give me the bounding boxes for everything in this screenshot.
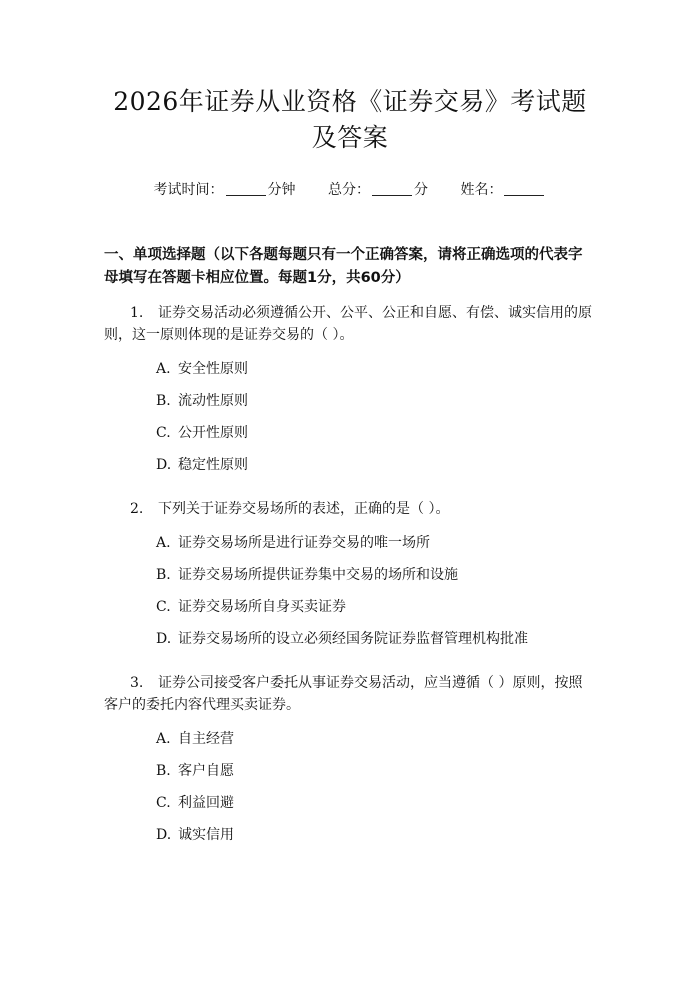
option-text: 客户自愿 xyxy=(178,763,234,779)
option-letter: A. xyxy=(156,535,171,551)
question-text: 证券交易活动必须遵循公开、公平、公正和自愿、有偿、诚实信用的原则，这一原则体现的是证券交易的（ ）。 xyxy=(104,305,592,343)
exam-meta xyxy=(104,180,596,200)
option-letter: A. xyxy=(156,731,171,747)
exam-time-unit: 分钟 xyxy=(267,182,296,198)
question-2-options xyxy=(156,532,596,660)
total-score-blank xyxy=(372,181,412,196)
total-score-label: 总分： xyxy=(328,182,370,198)
option-letter: C. xyxy=(156,599,171,615)
option-letter: D. xyxy=(156,457,172,473)
page-title: 2026年证券从业资格《证券交易》考试题及答案 xyxy=(113,87,587,152)
exam-time xyxy=(154,182,300,198)
student-name-blank xyxy=(504,181,544,196)
option-text: 公开性原则 xyxy=(178,425,248,441)
question-3 xyxy=(104,672,596,716)
option-text: 证券交易场所提供证券集中交易的场所和设施 xyxy=(178,567,458,583)
exam-time-label: 考试时间： xyxy=(153,182,224,198)
option-letter: D. xyxy=(156,631,172,647)
question-number: 1. xyxy=(130,305,144,321)
total-score xyxy=(328,182,432,198)
question-2 xyxy=(104,498,596,520)
student-name-label: 姓名： xyxy=(460,182,503,198)
question-number: 3. xyxy=(130,675,144,691)
section-heading: 一、单项选择题（以下各题每题只有一个正确答案，请将正确选项的代表字母填写在答题卡相应位置。每题1分，共60分） xyxy=(104,247,583,286)
question-1 xyxy=(104,302,596,346)
option-a xyxy=(156,532,596,564)
total-score-unit: 分 xyxy=(414,182,428,198)
question-text: 证券公司接受客户委托从事证券交易活动，应当遵循（ ）原则，按照客户的委托内容代理买卖证券。 xyxy=(104,675,583,713)
option-letter: B. xyxy=(156,763,171,779)
option-c xyxy=(156,792,596,824)
option-text: 证券交易场所的设立必须经国务院证券监督管理机构批准 xyxy=(178,631,528,647)
option-letter: C. xyxy=(156,795,171,811)
option-text: 稳定性原则 xyxy=(178,457,248,473)
option-a xyxy=(156,358,596,390)
option-text: 流动性原则 xyxy=(178,393,248,409)
option-letter: B. xyxy=(156,567,171,583)
option-text: 证券交易场所是进行证券交易的唯一场所 xyxy=(178,535,430,551)
document-page xyxy=(0,84,700,989)
option-d xyxy=(156,628,596,660)
option-text: 诚实信用 xyxy=(178,827,234,843)
option-c xyxy=(156,596,596,628)
option-b xyxy=(156,760,596,792)
option-letter: C. xyxy=(156,425,171,441)
exam-time-blank xyxy=(226,181,266,196)
question-text: 下列关于证券交易场所的表述，正确的是（ ）。 xyxy=(158,501,450,517)
question-1-options xyxy=(156,358,596,486)
option-letter: D. xyxy=(156,827,172,843)
option-d xyxy=(156,454,596,486)
option-text: 证券交易场所自身买卖证券 xyxy=(178,599,346,615)
student-name xyxy=(460,182,546,198)
option-letter: A. xyxy=(156,361,171,377)
option-letter: B. xyxy=(156,393,171,409)
option-d xyxy=(156,824,596,856)
option-b xyxy=(156,390,596,422)
option-c xyxy=(156,422,596,454)
option-b xyxy=(156,564,596,596)
option-text: 利益回避 xyxy=(178,795,234,811)
question-3-options xyxy=(156,728,596,856)
option-text: 安全性原则 xyxy=(178,361,248,377)
question-number: 2. xyxy=(130,501,144,517)
option-text: 自主经营 xyxy=(178,731,234,747)
option-a xyxy=(156,728,596,760)
